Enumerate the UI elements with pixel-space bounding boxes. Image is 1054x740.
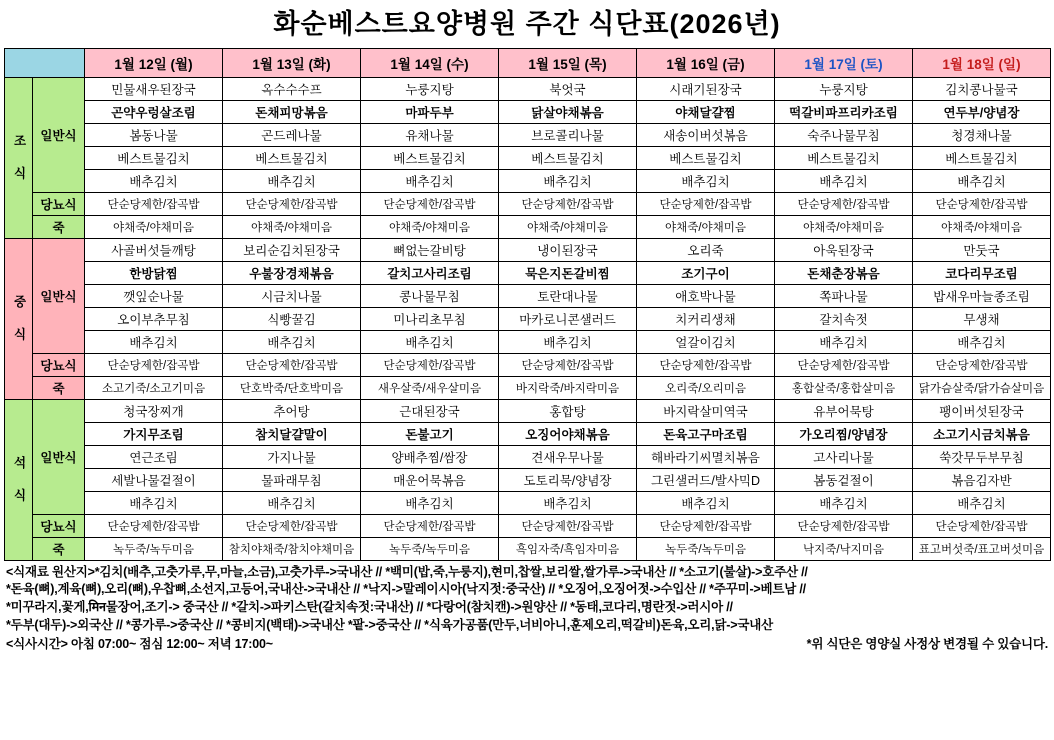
dish-cell: 민물새우된장국 [85,77,223,100]
dish-cell: 베스트물김치 [223,146,361,169]
dish-cell: 누룽지탕 [775,77,913,100]
meal-hours: <식사시간> 아침 07:00~ 점심 12:00~ 저녁 17:00~ [6,636,273,651]
dish-cell: 단호박죽/단호박미음 [223,376,361,399]
dish-cell: 물파래무침 [223,468,361,491]
dish-cell: 야채죽/야채미음 [499,215,637,238]
dish-cell: 곤약우렁살조림 [85,100,223,123]
dish-cell: 참치달걀말이 [223,422,361,445]
table-row [5,445,1051,468]
table-header [5,48,1051,77]
dish-cell: 돈육고구마조림 [637,422,775,445]
dish-cell: 소고기죽/소고기미음 [85,376,223,399]
dish-cell: 녹두죽/녹두미음 [637,537,775,560]
day-header-wed: 1월 14일 (수) [361,48,499,77]
dish-cell: 배추김치 [223,491,361,514]
dish-cell: 쑥갓무두부무침 [913,445,1051,468]
dish-cell: 해바라기씨멸치볶음 [637,445,775,468]
dish-cell: 갈치속젓 [775,307,913,330]
dish-cell: 배추김치 [85,330,223,353]
dish-cell: 깻잎순나물 [85,284,223,307]
dish-cell: 야채달걀찜 [637,100,775,123]
dish-cell: 배추김치 [223,169,361,192]
dish-cell: 베스트물김치 [361,146,499,169]
dish-cell: 배추김치 [499,491,637,514]
dish-cell: 팽이버섯된장국 [913,399,1051,422]
dish-cell: 배추김치 [775,330,913,353]
dish-cell: 토란대나물 [499,284,637,307]
dish-cell: 떡갈비파프리카조림 [775,100,913,123]
dish-cell: 근대된장국 [361,399,499,422]
dish-cell: 보리순김치된장국 [223,238,361,261]
table-row [5,215,1051,238]
dish-cell: 만둣국 [913,238,1051,261]
dish-cell: 배추김치 [85,169,223,192]
dish-cell: 매운어묵볶음 [361,468,499,491]
dish-cell: 아욱된장국 [775,238,913,261]
dish-cell: 조기구이 [637,261,775,284]
table-row [5,537,1051,560]
table-row [5,238,1051,261]
dish-cell: 새우살죽/새우살미음 [361,376,499,399]
dish-cell: 애호박나물 [637,284,775,307]
dish-cell: 배추김치 [499,169,637,192]
dish-cell: 무생채 [913,307,1051,330]
dish-cell: 단순당제한/잡곡밥 [775,514,913,537]
dish-cell: 단순당제한/잡곡밥 [361,514,499,537]
table-row [5,330,1051,353]
day-header-thu: 1월 15일 (목) [499,48,637,77]
dish-cell: 단순당제한/잡곡밥 [637,353,775,376]
table-row [5,261,1051,284]
origin-line-2: *돈육(뼈),계육(뼈),오리(뼈),우찹뼈,소선지,고등어,국내산->국내산 // *낙지->말레이시아(낙지젓:중국산) // *오징어,오징어젓->수입산 // *주꾸미->베트남 // [6,582,806,597]
origin-line-4: *두부(대두)->외국산 // *콩가루->중국산 // *콩비지(백태)->국내산 *팥->중국산 // *식육가공품(만두,너비아니,훈제오리,떡갈비)돈육,오리,닭->국내산 [6,617,773,632]
dish-cell: 가오리찜/양념장 [775,422,913,445]
dish-cell: 유부어묵탕 [775,399,913,422]
dish-cell: 홍합살죽/홍합살미음 [775,376,913,399]
dish-cell: 배추김치 [499,330,637,353]
dish-cell: 밥새우마늘종조림 [913,284,1051,307]
dish-cell: 단순당제한/잡곡밥 [913,192,1051,215]
table-row [5,514,1051,537]
dish-cell: 닭가슴살죽/닭가슴살미음 [913,376,1051,399]
dish-cell: 배추김치 [223,330,361,353]
dish-cell: 북엇국 [499,77,637,100]
dish-cell: 홍합탕 [499,399,637,422]
dish-cell: 얼갈이김치 [637,330,775,353]
dish-cell: 단순당제한/잡곡밥 [775,353,913,376]
meal-label-lunch: 중 식 [5,238,33,399]
dish-cell: 야채죽/야채미음 [223,215,361,238]
dish-cell: 연근조림 [85,445,223,468]
dish-cell: 연두부/양념장 [913,100,1051,123]
dish-cell: 단순당제한/잡곡밥 [637,192,775,215]
weekly-menu-table [4,48,1051,561]
table-body [5,77,1051,560]
dish-cell: 견새우무나물 [499,445,637,468]
dish-cell: 배추김치 [361,491,499,514]
diet-type-label: 당뇨식 [33,192,85,215]
table-row [5,169,1051,192]
dish-cell: 오징어야채볶음 [499,422,637,445]
dish-cell: 배추김치 [85,491,223,514]
dish-cell: 볶음김자반 [913,468,1051,491]
dish-cell: 흑임자죽/흑임자미음 [499,537,637,560]
dish-cell: 옥수수수프 [223,77,361,100]
dish-cell: 돈채춘장볶음 [775,261,913,284]
dish-cell: 묵은지돈갈비찜 [499,261,637,284]
table-row [5,468,1051,491]
dish-cell: 돈불고기 [361,422,499,445]
dish-cell: 누룽지탕 [361,77,499,100]
dish-cell: 야채죽/야채미음 [85,215,223,238]
dish-cell: 베스트물김치 [913,146,1051,169]
day-header-sun: 1월 18일 (일) [913,48,1051,77]
dish-cell: 브로콜리나물 [499,123,637,146]
dish-cell: 베스트물김치 [499,146,637,169]
dish-cell: 사골버섯들깨탕 [85,238,223,261]
table-row [5,192,1051,215]
dish-cell: 미나리초무침 [361,307,499,330]
meal-label-breakfast: 조 식 [5,77,33,238]
dish-cell: 닭살야채볶음 [499,100,637,123]
page-title: 화순베스트요양병원 주간 식단표(2026년) [273,9,781,39]
dish-cell: 단순당제한/잡곡밥 [499,514,637,537]
dish-cell: 야채죽/야채미음 [361,215,499,238]
dish-cell: 낙지죽/낙지미음 [775,537,913,560]
dish-cell: 세발나물겉절이 [85,468,223,491]
dish-cell: 가지무조림 [85,422,223,445]
dish-cell: 배추김치 [361,169,499,192]
dish-cell: 돈채피망볶음 [223,100,361,123]
dish-cell: 녹두죽/녹두미음 [361,537,499,560]
dish-cell: 시래기된장국 [637,77,775,100]
day-header-tue: 1월 13일 (화) [223,48,361,77]
dish-cell: 단순당제한/잡곡밥 [913,514,1051,537]
dish-cell: 소고기시금치볶음 [913,422,1051,445]
dish-cell: 단순당제한/잡곡밥 [223,192,361,215]
dish-cell: 양배추찜/쌈장 [361,445,499,468]
table-row [5,353,1051,376]
dish-cell: 오리죽/오리미음 [637,376,775,399]
dish-cell: 청경채나물 [913,123,1051,146]
dish-cell: 숙주나물무침 [775,123,913,146]
table-row [5,376,1051,399]
dish-cell: 바지락살미역국 [637,399,775,422]
dish-cell: 단순당제한/잡곡밥 [223,514,361,537]
dish-cell: 배추김치 [913,169,1051,192]
dish-cell: 유채나물 [361,123,499,146]
dish-cell: 가지나물 [223,445,361,468]
dish-cell: 베스트물김치 [775,146,913,169]
dish-cell: 고사리나물 [775,445,913,468]
table-row [5,284,1051,307]
dish-cell: 시금치나물 [223,284,361,307]
dish-cell: 베스트물김치 [85,146,223,169]
dish-cell: 배추김치 [775,169,913,192]
dish-cell: 냉이된장국 [499,238,637,261]
table-row [5,307,1051,330]
dish-cell: 표고버섯죽/표고버섯미음 [913,537,1051,560]
dish-cell: 단순당제한/잡곡밥 [223,353,361,376]
dish-cell: 단순당제한/잡곡밥 [499,192,637,215]
dish-cell: 콩나물무침 [361,284,499,307]
day-header-mon: 1월 12일 (월) [85,48,223,77]
dish-cell: 배추김치 [913,330,1051,353]
dish-cell: 베스트물김치 [637,146,775,169]
dish-cell: 바지락죽/바지락미음 [499,376,637,399]
diet-type-label: 당뇨식 [33,514,85,537]
dish-cell: 참치야채죽/참치야채미음 [223,537,361,560]
dish-cell: 우불장경채볶음 [223,261,361,284]
menu-change-note: *위 식단은 영양실 사정상 변경될 수 있습니다. [806,636,1048,651]
dish-cell: 녹두죽/녹두미음 [85,537,223,560]
dish-cell: 야채죽/야채미음 [913,215,1051,238]
table-row [5,399,1051,422]
dish-cell: 치커리생채 [637,307,775,330]
diet-type-label: 일반식 [33,399,85,514]
dish-cell: 단순당제한/잡곡밥 [85,353,223,376]
dish-cell: 단순당제한/잡곡밥 [85,514,223,537]
table-row [5,77,1051,100]
dish-cell: 봄동겉절이 [775,468,913,491]
day-header-sat: 1월 17일 (토) [775,48,913,77]
dish-cell: 단순당제한/잡곡밥 [361,353,499,376]
dish-cell: 단순당제한/잡곡밥 [775,192,913,215]
diet-type-label: 죽 [33,376,85,399]
dish-cell: 단순당제한/잡곡밥 [499,353,637,376]
table-row [5,100,1051,123]
dish-cell: 청국장찌개 [85,399,223,422]
table-row [5,491,1051,514]
dish-cell: 오이부추무침 [85,307,223,330]
dish-cell: 곤드레나물 [223,123,361,146]
dish-cell: 식빵꿀김 [223,307,361,330]
dish-cell: 갈치고사리조림 [361,261,499,284]
diet-type-label: 죽 [33,215,85,238]
dish-cell: 마카로니콘샐러드 [499,307,637,330]
dish-cell: 배추김치 [637,491,775,514]
dish-cell: 단순당제한/잡곡밥 [361,192,499,215]
dish-cell: 코다리무조림 [913,261,1051,284]
table-row [5,123,1051,146]
dish-cell: 단순당제한/잡곡밥 [913,353,1051,376]
dish-cell: 마파두부 [361,100,499,123]
dish-cell: 봄동나물 [85,123,223,146]
dish-cell: 야채죽/야채미음 [775,215,913,238]
table-row [5,422,1051,445]
diet-type-label: 죽 [33,537,85,560]
dish-cell: 새송이버섯볶음 [637,123,775,146]
dish-cell: 그린샐러드/발사믹D [637,468,775,491]
meal-label-dinner: 석 식 [5,399,33,560]
dish-cell: 추어탕 [223,399,361,422]
dish-cell: 배추김치 [913,491,1051,514]
table-row [5,146,1051,169]
diet-type-label: 일반식 [33,77,85,192]
dish-cell: 배추김치 [361,330,499,353]
table-corner [5,48,85,77]
diet-type-label: 일반식 [33,238,85,353]
day-header-fri: 1월 16일 (금) [637,48,775,77]
dish-cell: 김치콩나물국 [913,77,1051,100]
dish-cell: 단순당제한/잡곡밥 [637,514,775,537]
origin-line-3: *미꾸라지,꽃게,मिन물장어,조기-> 중국산 // *갈치->파키스탄(갈치속젓:국내산) // *다랑어(참치캔)->원양산 // *동태,코다리,명란젓->러시아 // [6,600,733,615]
dish-cell: 야채죽/야채미음 [637,215,775,238]
dish-cell: 단순당제한/잡곡밥 [85,192,223,215]
dish-cell: 쪽파나물 [775,284,913,307]
dish-cell: 뼈없는갈비탕 [361,238,499,261]
dish-cell: 한방닭찜 [85,261,223,284]
dish-cell: 배추김치 [637,169,775,192]
origin-line-1: <식재료 원산지>*김치(배추,고춧가루,무,마늘,소금),고춧가루->국내산 // *백미(밥,죽,누룽지),현미,찹쌀,보리쌀,쌀가루->국내산 // *소고기(불살)->호주산 // [6,564,808,579]
dish-cell: 배추김치 [775,491,913,514]
footer-notes [4,561,1050,654]
dish-cell: 오리죽 [637,238,775,261]
dish-cell: 도토리묵/양념장 [499,468,637,491]
diet-type-label: 당뇨식 [33,353,85,376]
